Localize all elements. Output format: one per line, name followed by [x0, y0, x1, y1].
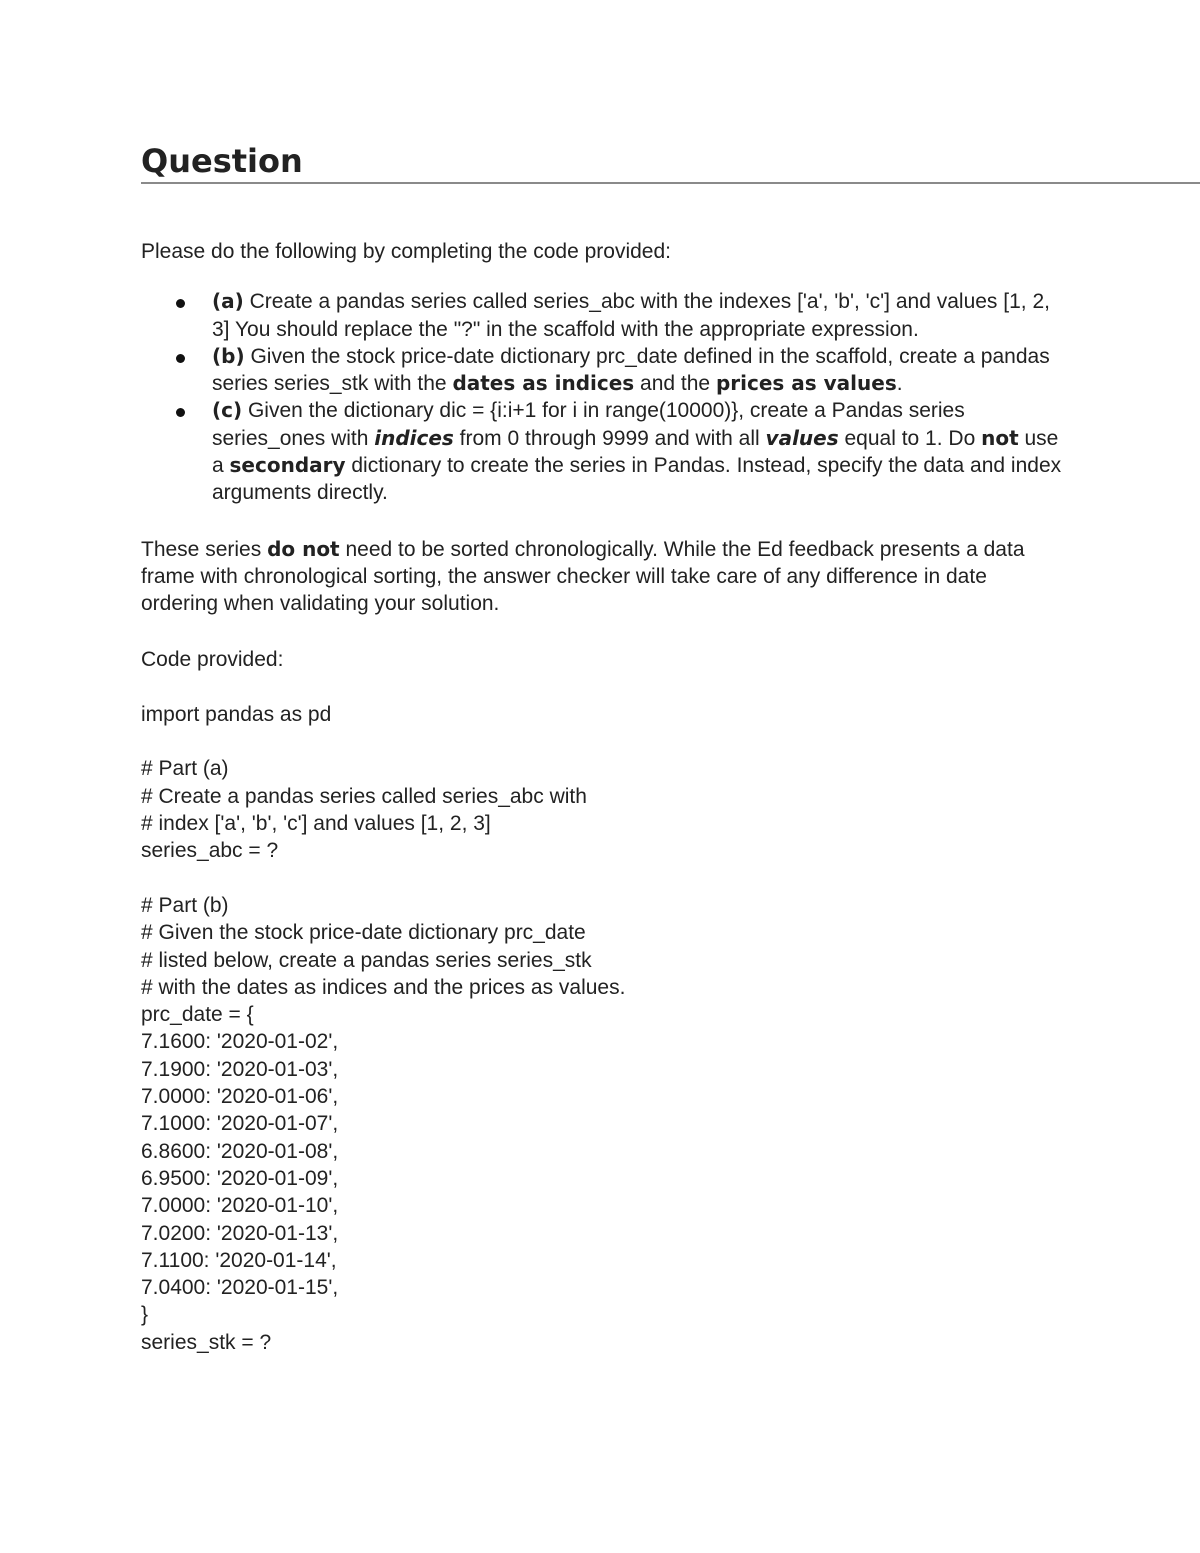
bullet-icon — [176, 408, 185, 417]
emphasis-text: do not — [267, 536, 340, 561]
code-line: 7.0000: '2020-01-10', — [141, 1194, 339, 1218]
code-line: import pandas as pd — [141, 702, 332, 726]
code-line: 7.0200: '2020-01-13', — [141, 1221, 339, 1245]
note-text: need to be sorted chronologically. While the Ed feedback presents a data frame with chronological sorting, the answer checker will take care of any difference in date ordering when validating your solution. — [141, 537, 1025, 616]
code-line: 7.0000: '2020-01-06', — [141, 1085, 339, 1109]
code-line: # Part (b) — [141, 893, 229, 917]
code-line: # listed below, create a pandas series series_stk — [141, 948, 592, 972]
task-item-a — [212, 288, 1062, 343]
code-line: 7.1000: '2020-01-07', — [141, 1112, 339, 1136]
code-line: 6.8600: '2020-01-08', — [141, 1139, 339, 1163]
code-line: # Given the stock price-date dictionary prc_date — [141, 921, 586, 945]
emphasis-text: indices — [374, 425, 454, 450]
document-page — [141, 140, 1200, 1356]
code-block — [141, 701, 1200, 1356]
code-line: 7.1600: '2020-01-02', — [141, 1030, 339, 1054]
bullet-icon — [176, 299, 185, 308]
code-label: Code provided: — [141, 647, 284, 671]
task-text: Given the dictionary dic = {i:i+1 for i in range(10000)}, create a Pandas series series_ones with — [212, 399, 965, 450]
code-line: # Part (a) — [141, 757, 229, 781]
code-line: series_stk = ? — [141, 1330, 272, 1354]
code-line — [141, 865, 1200, 892]
emphasis-text: not — [981, 425, 1019, 450]
sorting-note — [141, 536, 1061, 618]
code-line — [141, 728, 1200, 755]
task-label: (b) — [212, 343, 245, 368]
task-text: . — [896, 372, 903, 396]
bullet-icon — [176, 354, 185, 363]
task-label: (c) — [212, 398, 243, 423]
task-text: and the — [634, 372, 716, 396]
page-title: Question — [141, 142, 303, 180]
emphasis-text: dates as indices — [452, 371, 635, 396]
emphasis-text: prices as values — [715, 371, 897, 396]
task-item-c — [212, 397, 1062, 506]
code-line: 7.1900: '2020-01-03', — [141, 1057, 339, 1081]
task-label: (a) — [212, 289, 244, 314]
task-list — [141, 288, 1062, 506]
code-line: # Create a pandas series called series_abc with — [141, 784, 587, 808]
emphasis-text: values — [765, 425, 839, 450]
code-line: prc_date = { — [141, 1003, 254, 1027]
code-line: 7.0400: '2020-01-15', — [141, 1276, 339, 1300]
task-item-b — [212, 343, 1062, 398]
task-text: equal to 1. Do — [838, 426, 982, 450]
emphasis-text: secondary — [229, 453, 346, 478]
task-text: Given the stock price-date dictionary prc_date defined in the scaffold, create a pandas series series_stk with the — [212, 344, 1050, 396]
code-line: # index ['a', 'b', 'c'] and values [1, 2, 3] — [141, 812, 491, 836]
intro-text: Please do the following by completing the code provided: — [141, 240, 672, 263]
task-text: Create a pandas series called series_abc with the indexes ['a', 'b', 'c'] and values [1, 2, 3] You should replace the "?" in the scaffold with the appropriate expression. — [212, 290, 1050, 341]
code-line: 7.1100: '2020-01-14', — [141, 1248, 337, 1272]
code-line: } — [141, 1303, 149, 1327]
code-line: # with the dates as indices and the prices as values. — [141, 975, 626, 999]
task-text: dictionary to create the series in Pandas. Instead, specify the data and index arguments directly. — [212, 454, 1062, 505]
title-divider — [141, 182, 1200, 184]
task-text: use a — [212, 426, 1059, 478]
code-line: series_abc = ? — [141, 839, 279, 863]
note-text: These series — [141, 537, 268, 561]
task-text: from 0 through 9999 and with all — [453, 426, 766, 450]
code-line: 6.9500: '2020-01-09', — [141, 1166, 339, 1190]
